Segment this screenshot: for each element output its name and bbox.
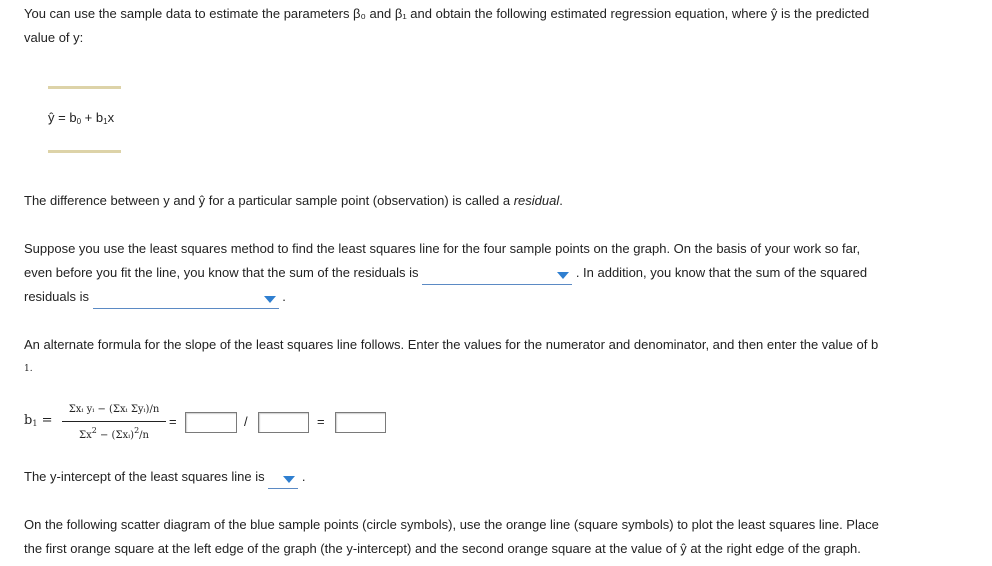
equation-equals: = [58,110,66,125]
intro-line-1: You can use the sample data to estimate the parameters β₀ and β₁ and obtain the following estimated regression equation, where ŷ is the predicted [24,6,870,21]
residual-term: residual [513,193,560,208]
ls-line-2-tail: . In addition, you know that the sum of the squared [575,265,868,280]
slope-denominator [62,426,166,441]
denominator-input[interactable] [258,412,309,433]
den-sum-xi: − (Σxᵢ) [96,430,135,441]
slope-b-subscript: 1 [32,419,38,428]
intercept-text: The y-intercept of the least squares line is [24,469,265,484]
formula-equals-1: = [169,414,177,429]
intercept-period: . [301,469,306,484]
ls-line-3 [24,285,944,309]
scatter-paragraph [24,513,944,561]
scatter-line-2: the first orange square at the left edge of the graph (the y-intercept) and the second orange square at the value of ŷ at the right edge of the graph. [24,541,861,556]
x-symbol: x [107,110,115,125]
residual-period: . [559,193,563,208]
residual-paragraph [24,189,944,213]
equation-plus: + [84,110,93,125]
chevron-down-icon [283,476,295,483]
b1-symbol: b [95,110,104,125]
chevron-down-icon [264,296,276,303]
ls-line-3-period: . [282,289,286,304]
equation-top-rule [48,86,121,89]
equation-bottom-rule [48,150,121,153]
den-square-2: 2 [134,426,140,435]
alternate-line-1: An alternate formula for the slope of the least squares line follows. Enter the values for the numerator and denominator, and then enter the value of b [24,337,879,352]
division-slash: / [244,414,248,429]
scatter-line-1: On the following scatter diagram of the blue sample points (circle symbols), use the orange line (square symbols) to plot the least squares line. Place [24,517,879,532]
alternate-period: . [29,364,33,374]
b1-value-input[interactable] [335,412,386,433]
y-hat: ŷ [48,110,55,125]
slope-numerator: Σxᵢ yᵢ − (Σxᵢ Σyᵢ)/n [68,404,160,415]
intercept-paragraph [24,465,944,489]
least-squares-paragraph [24,237,944,309]
ls-line-1: Suppose you use the least squares method to find the least squares line for the four sample points on the graph. On the basis of your work so far, [24,241,861,256]
formula-equals-2: = [317,414,325,429]
sum-squared-residuals-dropdown[interactable] [93,290,279,309]
numerator-input[interactable] [185,412,237,433]
ls-line-2 [24,261,944,285]
residual-text: The difference between y and ŷ for a particular sample point (observation) is called a [24,193,514,208]
alternate-line-2 [24,364,33,374]
den-sum-x: Σx [79,430,92,441]
slope-b-symbol: b [24,413,33,428]
chevron-down-icon [557,272,569,279]
fraction-bar [62,421,166,422]
sum-residuals-dropdown[interactable] [422,266,572,285]
slope-equals: = [41,413,53,428]
den-over-n: /n [139,430,149,441]
b1-subscript-continued: 1 [24,364,30,374]
b0-subscript: 0 [76,117,82,126]
den-square: 2 [91,426,97,435]
intro-paragraph [24,2,944,50]
y-intercept-dropdown[interactable] [268,470,298,489]
intro-line-2: value of y: [24,30,84,45]
ls-line-2-text: even before you fit the line, you know that the sum of the residuals is [24,265,419,280]
alternate-formula-paragraph [24,333,944,357]
regression-equation [48,110,114,126]
b1-subscript: 1 [103,117,108,126]
slope-lhs [24,413,52,428]
b0-symbol: b [69,110,77,125]
ls-line-3-text: residuals is [24,289,90,304]
